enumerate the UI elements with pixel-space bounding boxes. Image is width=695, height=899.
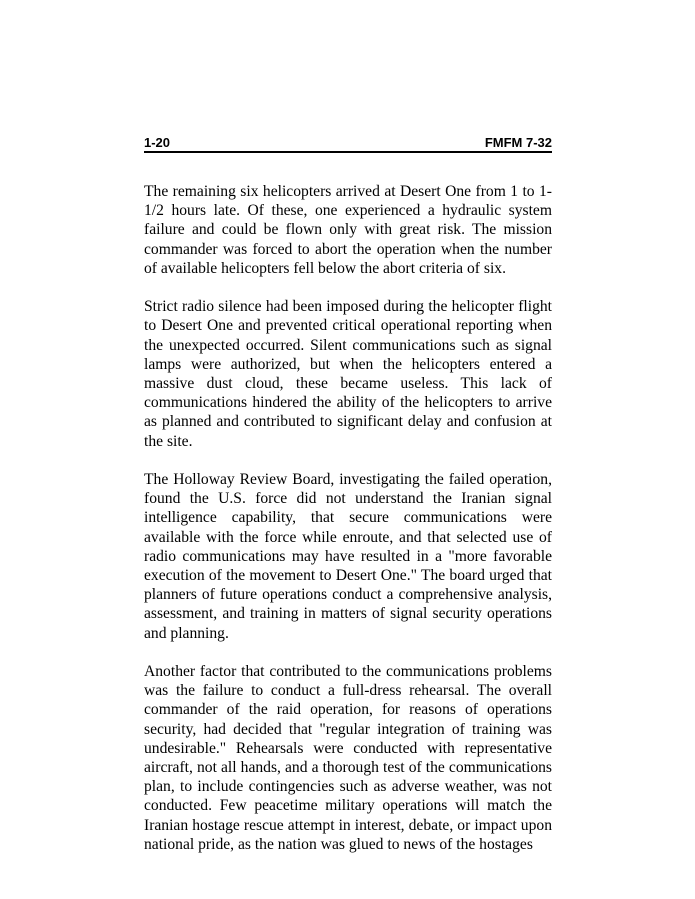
- page-header: [144, 135, 552, 153]
- paragraph-rehearsal: Another factor that contributed to the communications problems was the failure to conduct a full-dress rehearsal. The overall commander of the raid operation, for reasons of operations security, had decided that "regular integration of training was undesirable." Rehearsals were conducted with representative aircraft, not all hands, and a thorough test of the communications plan, to include contingencies such as adverse weather, was not conducted. Few peacetime military operations will match the Iranian hostage rescue attempt in interest, debate, or impact upon national pride, as the nation was glued to news of the hostages: [144, 663, 552, 853]
- paragraph-holloway-review: The Holloway Review Board, investigating the failed operation, found the U.S. force did not understand the Iranian signal intelligence capability, that secure communications were available with the force while enroute, and that selected use of radio communications may have resulted in a "more favorable execution of the movement to Desert One." The board urged that planners of future operations conduct a comprehensive analysis, assessment, and training in matters of signal security operations and planning.: [144, 471, 552, 642]
- body-text: [144, 182, 552, 854]
- page-number: 1-20: [144, 135, 171, 150]
- paragraph-helicopters-arrival: The remaining six helicopters arrived at Desert One from 1 to 1-1/2 hours late. Of these, one experienced a hydraulic system failure and could be flown only with great risk. The mission commander was forced to abort the operation when the number of available helicopters fell below the abort criteria of six.: [144, 183, 552, 277]
- document-id: FMFM 7-32: [484, 135, 552, 150]
- paragraph-radio-silence: Strict radio silence had been imposed during the helicopter flight to Desert One and prevented critical operational reporting when the unexpected occurred. Silent communications such as signal lamps were authorized, but when the helicopters entered a massive dust cloud, these became useless. This lack of communications hindered the ability of the helicopters to arrive as planned and contributed to significant delay and confusion at the site.: [144, 298, 552, 450]
